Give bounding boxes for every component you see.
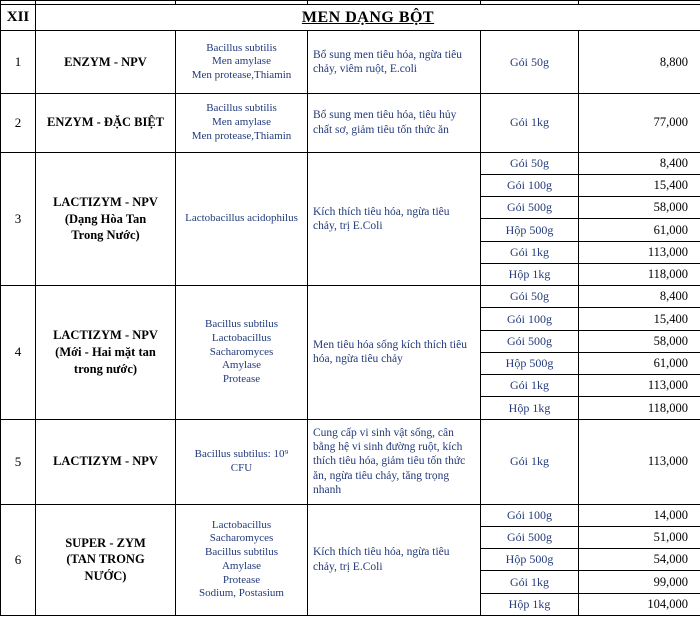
- package-size: Gói 1kg: [481, 94, 579, 153]
- product-description: Men tiêu hóa sống kích thích tiêu hóa, ngừa tiêu chảy: [308, 286, 481, 420]
- product-description: Kích thích tiêu hóa, ngừa tiêu chảy, trị E.Coli: [308, 504, 481, 615]
- package-size: Hộp 1kg: [481, 397, 579, 419]
- package-price: 113,000: [579, 375, 700, 397]
- product-row-2: [1, 94, 700, 153]
- product-row-4: [1, 286, 700, 308]
- package-size: Hộp 500g: [481, 219, 579, 241]
- product-name: LACTIZYM - NPV (Dạng Hòa Tan Trong Nước): [36, 152, 176, 286]
- product-ingredients: Bacillus subtilus: 10⁹ CFU: [176, 419, 308, 504]
- product-no: 3: [1, 152, 36, 286]
- package-size: Gói 500g: [481, 197, 579, 219]
- package-price: 113,000: [579, 241, 700, 263]
- package-price: 58,000: [579, 330, 700, 352]
- package-price: 15,400: [579, 174, 700, 196]
- package-size: Gói 50g: [481, 286, 579, 308]
- product-name: ENZYM - NPV: [36, 31, 176, 94]
- package-size: Gói 50g: [481, 152, 579, 174]
- package-price: 15,400: [579, 308, 700, 330]
- package-price: 8,400: [579, 152, 700, 174]
- package-size: Hộp 500g: [481, 352, 579, 374]
- package-size: Hộp 1kg: [481, 593, 579, 615]
- package-price: 61,000: [579, 219, 700, 241]
- package-size: Gói 100g: [481, 174, 579, 196]
- product-description: Bổ sung men tiêu hóa, ngừa tiêu chảy, viêm ruột, E.coli: [308, 31, 481, 94]
- product-ingredients: Lactobacillus acidophilus: [176, 152, 308, 286]
- product-ingredients: Lactobacillus Sacharomyces Bacillus subtilus Amylase Protease Sodium, Postasium: [176, 504, 308, 615]
- product-no: 2: [1, 94, 36, 153]
- product-description: Bổ sung men tiêu hóa, tiêu hủy chất sơ, giảm tiêu tốn thức ăn: [308, 94, 481, 153]
- section-header-row: [1, 5, 700, 31]
- package-size: Gói 1kg: [481, 571, 579, 593]
- package-price: 58,000: [579, 197, 700, 219]
- product-no: 6: [1, 504, 36, 615]
- product-ingredients: Bacillus subtilus Lactobacillus Sacharomyces Amylase Protease: [176, 286, 308, 420]
- package-price: 51,000: [579, 526, 700, 548]
- package-price: 14,000: [579, 504, 700, 526]
- package-price: 8,400: [579, 286, 700, 308]
- package-price: 113,000: [579, 419, 700, 504]
- product-row-3: [1, 152, 700, 174]
- product-row-5: [1, 419, 700, 504]
- product-name: LACTIZYM - NPV: [36, 419, 176, 504]
- package-size: Hộp 1kg: [481, 263, 579, 285]
- package-size: Hộp 500g: [481, 549, 579, 571]
- product-row-1: [1, 31, 700, 94]
- table-title: MEN DẠNG BỘT: [36, 5, 700, 31]
- package-size: Gói 100g: [481, 308, 579, 330]
- section-number: XII: [1, 5, 36, 31]
- package-price: 8,800: [579, 31, 700, 94]
- product-description: Cung cấp vi sinh vật sống, cân bằng hệ vi sinh đường ruột, kích thích tiêu hóa, giảm tiêu tốn thức ăn, ngừa tiêu chảy, tăng trọng nhanh: [308, 419, 481, 504]
- package-price: 61,000: [579, 352, 700, 374]
- package-size: Gói 1kg: [481, 241, 579, 263]
- product-description: Kích thích tiêu hóa, ngừa tiêu chảy, trị E.Coli: [308, 152, 481, 286]
- product-name: ENZYM - ĐẶC BIỆT: [36, 94, 176, 153]
- package-price: 118,000: [579, 263, 700, 285]
- package-size: Gói 1kg: [481, 375, 579, 397]
- package-size: Gói 500g: [481, 526, 579, 548]
- package-price: 99,000: [579, 571, 700, 593]
- product-row-6: [1, 504, 700, 526]
- package-size: Gói 50g: [481, 31, 579, 94]
- package-size: Gói 100g: [481, 504, 579, 526]
- package-size: Gói 500g: [481, 330, 579, 352]
- product-name: SUPER - ZYM (TAN TRONG NƯỚC): [36, 504, 176, 615]
- package-price: 104,000: [579, 593, 700, 615]
- package-price: 77,000: [579, 94, 700, 153]
- package-price: 118,000: [579, 397, 700, 419]
- product-ingredients: Bacillus subtilis Men amylase Men protease,Thiamin: [176, 31, 308, 94]
- product-no: 1: [1, 31, 36, 94]
- product-name: LACTIZYM - NPV (Mới - Hai mặt tan trong nước): [36, 286, 176, 420]
- package-size: Gói 1kg: [481, 419, 579, 504]
- product-no: 4: [1, 286, 36, 420]
- package-price: 54,000: [579, 549, 700, 571]
- product-no: 5: [1, 419, 36, 504]
- product-ingredients: Bacillus subtilis Men amylase Men protease,Thiamin: [176, 94, 308, 153]
